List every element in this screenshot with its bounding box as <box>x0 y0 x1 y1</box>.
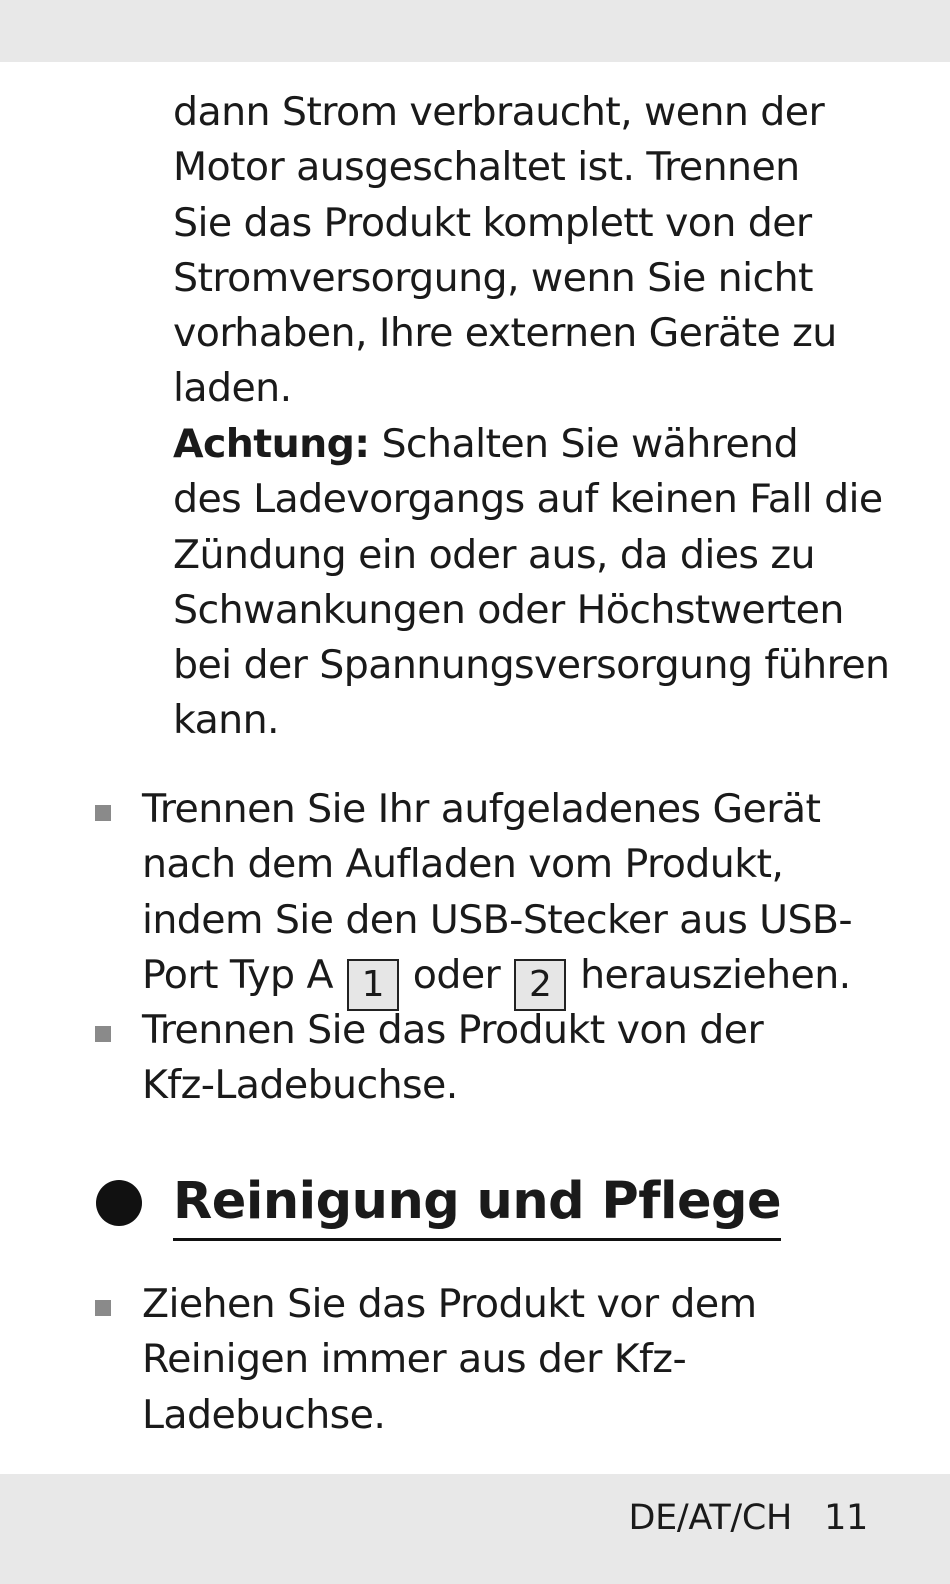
text-line <box>142 948 912 1011</box>
warning-label: Achtung: <box>173 421 370 467</box>
text-line: laden. <box>173 365 292 412</box>
list-item-disconnect-product <box>142 1003 912 1114</box>
text-line: Ladebuchse. <box>142 1391 386 1438</box>
text-line: Kfz-Ladebuchse. <box>142 1062 458 1109</box>
square-bullet-icon <box>95 1300 111 1316</box>
pull-out-text: herausziehen. <box>568 951 851 998</box>
page-footer <box>628 1496 868 1540</box>
paragraph-power-info <box>173 85 903 417</box>
text-line: dann Strom verbraucht, wenn der <box>173 89 825 135</box>
or-text: oder <box>400 951 513 998</box>
page-content <box>0 62 950 1474</box>
text-line: Trennen Sie Ihr aufgeladenes Gerät <box>142 786 821 832</box>
text-line: Reinigen immer aus der Kfz- <box>142 1336 687 1383</box>
list-item-unplug-before-cleaning <box>142 1277 912 1443</box>
part-reference-2: 2 <box>514 959 566 1011</box>
text-line: Schwankungen oder Höchstwerten <box>173 586 844 633</box>
text-line <box>173 417 903 472</box>
text-line: Motor ausgeschaltet ist. Trennen <box>173 144 800 191</box>
text-line: Stromversorgung, wenn Sie nicht <box>173 254 813 301</box>
warning-text-start: Schalten Sie während <box>369 421 799 467</box>
heading-bullet-icon <box>96 1180 142 1226</box>
square-bullet-icon <box>95 805 111 821</box>
text-line: Sie das Produkt komplett von der <box>173 199 812 246</box>
port-text: Port Typ A <box>142 951 345 998</box>
country-codes: DE/AT/CH <box>628 1498 793 1538</box>
page-number: 11 <box>824 1498 868 1538</box>
square-bullet-icon <box>95 1026 111 1042</box>
section-heading: Reinigung und Pflege <box>173 1170 781 1241</box>
text-line: Zündung ein oder aus, da dies zu <box>173 531 815 578</box>
text-line: vorhaben, Ihre externen Geräte zu <box>173 310 837 357</box>
text-line: kann. <box>173 697 280 744</box>
text-line: nach dem Aufladen vom Produkt, <box>142 841 784 888</box>
text-line: bei der Spannungsversorgung führen <box>173 642 890 689</box>
text-line: des Ladevorgangs auf keinen Fall die <box>173 476 883 523</box>
text-line: Ziehen Sie das Produkt vor dem <box>142 1281 757 1327</box>
top-margin-band <box>0 0 950 62</box>
paragraph-warning <box>173 417 903 749</box>
text-line: Trennen Sie das Produkt von der <box>142 1007 764 1053</box>
part-reference-1: 1 <box>347 959 399 1011</box>
text-line: indem Sie den USB-Stecker aus USB- <box>142 896 853 943</box>
list-item-disconnect-device <box>142 782 912 1011</box>
